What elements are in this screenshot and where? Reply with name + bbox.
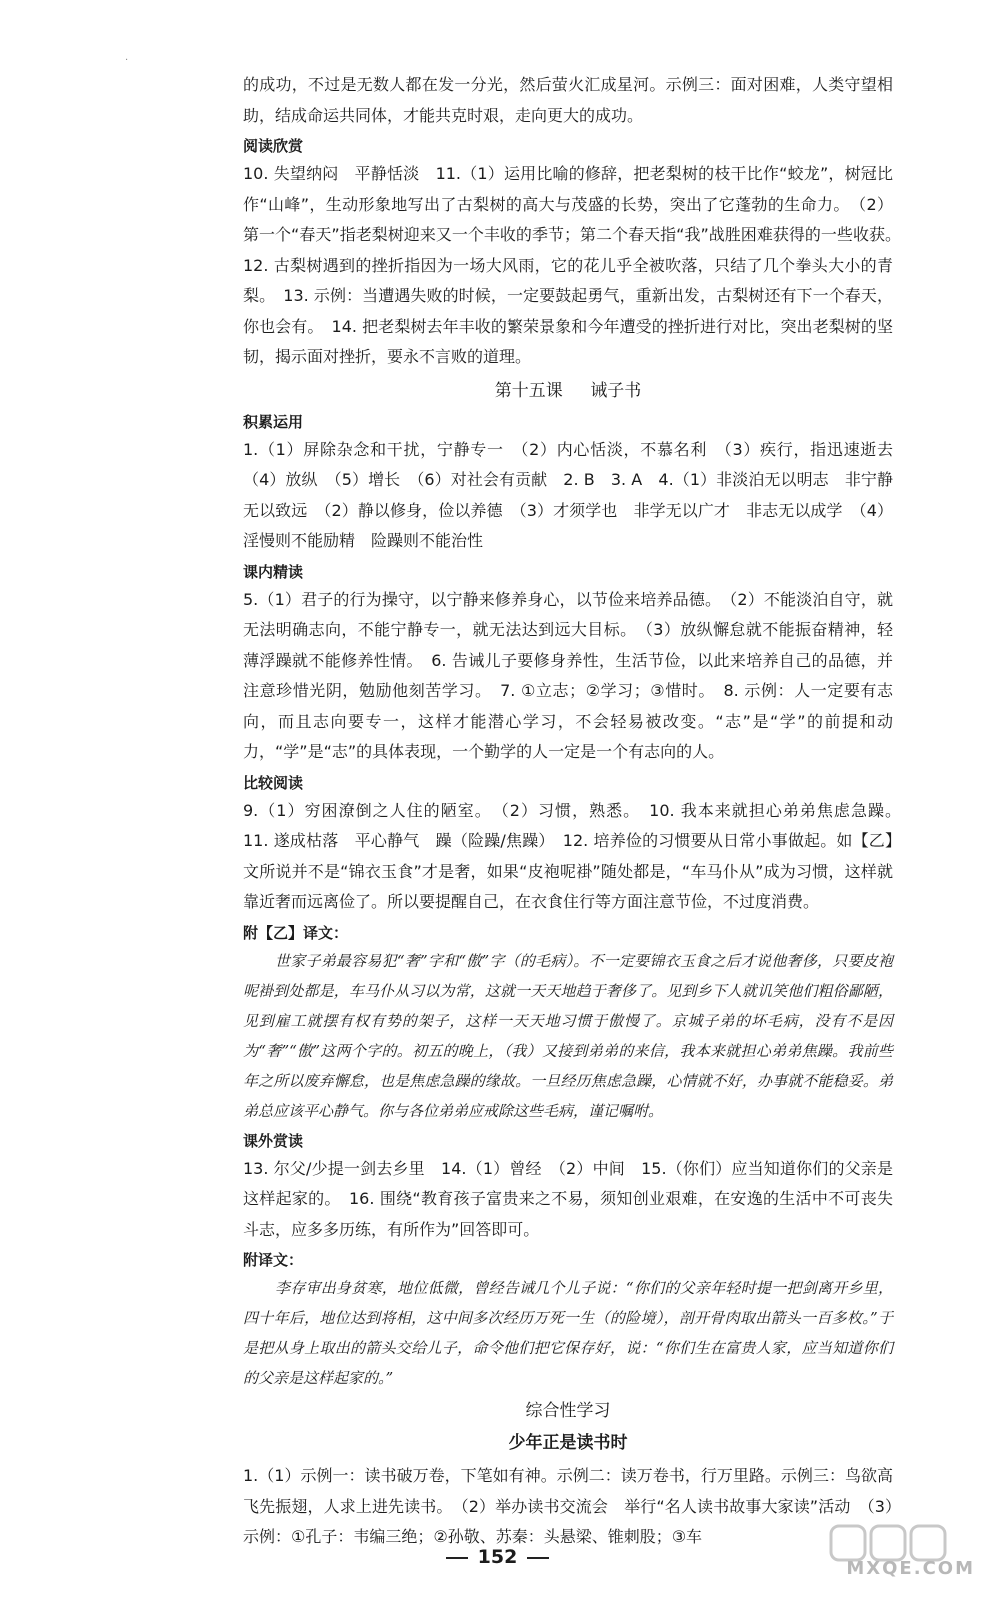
translation-b: 世家子弟最容易犯“奢”字和“傲”字（的毛病）。不一定要锦衣玉食之后才说他奢侈，只要皮袍呢褂到处都是，车马仆从习以为常，这就一天天地趋于奢侈了。见到乡下人就讥笑他们粗俗鄙陋，见到雇工就摆有权有势的架子，这样一天天地习惯于傲慢了。京城子弟的坏毛病，没有不是因为“奢”“傲”这两个字的。初五的晚上，（我）又接到弟弟的来信，我本来就担心弟弟焦躁。我前些年之所以废弃懈怠，也是焦虑急躁的缘故。一旦经历焦虑急躁，心情就不好，办事就不能稳妥。弟弟总应该平心静气。你与各位弟弟应戒除这些毛病，谨记嘱咐。 xyxy=(243,951,893,1120)
translation-appendix: 李存审出身贫寒，地位低微，曾经告诫几个儿子说：“你们的父亲年轻时提一把剑离开乡里，四十年后，地位达到将相，这中间多次经历万死一生（的险境），剖开骨肉取出箭头一百多枚。”于是把从身上取出的箭头交给儿子，命令他们把它保存好，说：“你们生在富贵人家，应当知道你们的父亲是这样起家的。” xyxy=(243,1279,893,1387)
section-heading-in-class: 课内精读 xyxy=(243,562,304,581)
section-heading-appendix-b: 附【乙】译文： xyxy=(243,923,349,942)
paragraph-accumulation-answers: 1.（1）屏除杂念和干扰，宁静专一 （2）内心恬淡，不慕名利 （3）疾行，指迅速逝去 （4）放纵 （5）增长 （6）对社会有贡献 2. B 3. A 4.（1）非淡泊无以明志 非宁静无以致远 （2）静以修身，俭以养德 （3）才须学也 非学无以广才 非志无以成学 （4）淫慢则不能励精 险躁则不能治性 xyxy=(243,439,910,550)
section-heading-appendix: 附译文： xyxy=(243,1251,304,1269)
paragraph-continuation: 的成功，不过是无数人都在发一分光，然后萤火汇成星河。示例三：面对困难，人类守望相助，结成命运共同体，才能共克时艰，走向更大的成功。 xyxy=(243,75,893,125)
section-heading-reading-appreciation: 阅读欣赏 xyxy=(243,137,304,155)
page-content xyxy=(243,70,910,1553)
section-heading-accumulation: 积累运用 xyxy=(243,412,304,431)
comprehensive-title: 少年正是读书时 xyxy=(508,1433,628,1453)
paragraph-in-class-answers: 5.（1）君子的行为操守，以宁静来修养身心，以节俭来培养品德。 （2）不能淡泊自守，就无法明确志向，不能宁静专一，就无法达到远大目标。 （3）放纵懈怠就不能振奋精神，轻薄浮躁就不能修养性情。 6. 告诫儿子要修身养性，生活节俭，以此来培养自己的品德，并注意珍惜光阴，勉励他刻苦学习。 7. ①立志；②学习；③惜时。 8. 示例：人一定要有志向，而且志向要专一，这样才能潜心学习，不会轻易被改变。“志”是“学”的前提和动力，“学”是“志”的具体表现，一个勤学的人一定是一个有志向的人。 xyxy=(243,589,893,761)
page-number-dash-right xyxy=(527,1557,549,1559)
paragraph-reading-answers: 10. 失望纳闷 平静恬淡 11.（1）运用比喻的修辞，把老梨树的枝干比作“蛟龙”，树冠比作“山峰”，生动形象地写出了古梨树的高大与茂盛的长势，突出了它蓬勃的生命力。 （2）第一个“春天”指老梨树迎来又一个丰收的季节；第二个春天指“我”战胜困难获得的一些收获。 12. 古梨树遇到的挫折指因为一场大风雨，它的花儿乎全被吹落，只结了几个拳头大小的青梨。 13. 示例：当遭遇失败的时候，一定要鼓起勇气，重新出发，古梨树还有下一个春天，你也会有。 14. 把老梨树去年丰收的繁荣景象和今年遭受的挫折进行对比，突出老梨树的坚韧，揭示面对挫折，要永不言败的道理。 xyxy=(243,164,910,366)
lesson-name: 诫子书 xyxy=(590,380,642,401)
page-number-dash-left xyxy=(446,1557,468,1559)
paragraph-extracurricular-answers: 13. 尔父/少提一剑去乡里 14.（1）曾经 （2）中间 15.（你们）应当知道你们的父亲是这样起家的。 16. 围绕“教育孩子富贵来之不易，须知创业艰难，在安逸的生活中不可丧失斗志，应多多历练，有所作为”回答即可。 xyxy=(243,1158,893,1239)
section-heading-comparison: 比较阅读 xyxy=(243,773,304,792)
paragraph-comparison-answers: 9.（1）穷困潦倒之人住的陋室。 （2）习惯，熟悉。 10. 我本来就担心弟弟焦虑急躁。 11. 遂成枯落 平心静气 躁（险躁/焦躁） 12. 培养俭的习惯要从日常小事做起。如【乙】文所说并不是“锦衣玉食”才是奢，如果“皮袍呢褂”随处都是，“车马仆从”成为习惯，这样就靠近奢而远离俭了。所以要提醒自己，在衣食住行等方面注意节俭，不过度消费。 xyxy=(243,800,910,911)
corner-mark: · xyxy=(125,55,129,66)
comprehensive-heading: 综合性学习 xyxy=(525,1401,611,1421)
lesson-number: 第十五课 xyxy=(494,380,563,401)
section-heading-extracurricular: 课外赏读 xyxy=(243,1131,304,1150)
watermark-text: MXQE.COM xyxy=(846,1558,975,1579)
page-number-value: 152 xyxy=(477,1546,518,1568)
lesson-title xyxy=(243,377,893,405)
paragraph-comprehensive-answers: 1.（1）示例一：读书破万卷，下笔如有神。示例二：读万卷书，行万里路。示例三：鸟欲高飞先振翅，人求上进先读书。 （2）举办读书交流会 举行“名人读书故事大家读”活动 （3）示例：①孔子：韦编三绝；②孙敬、苏秦：头悬梁、锥刺股；③车 xyxy=(243,1466,893,1546)
